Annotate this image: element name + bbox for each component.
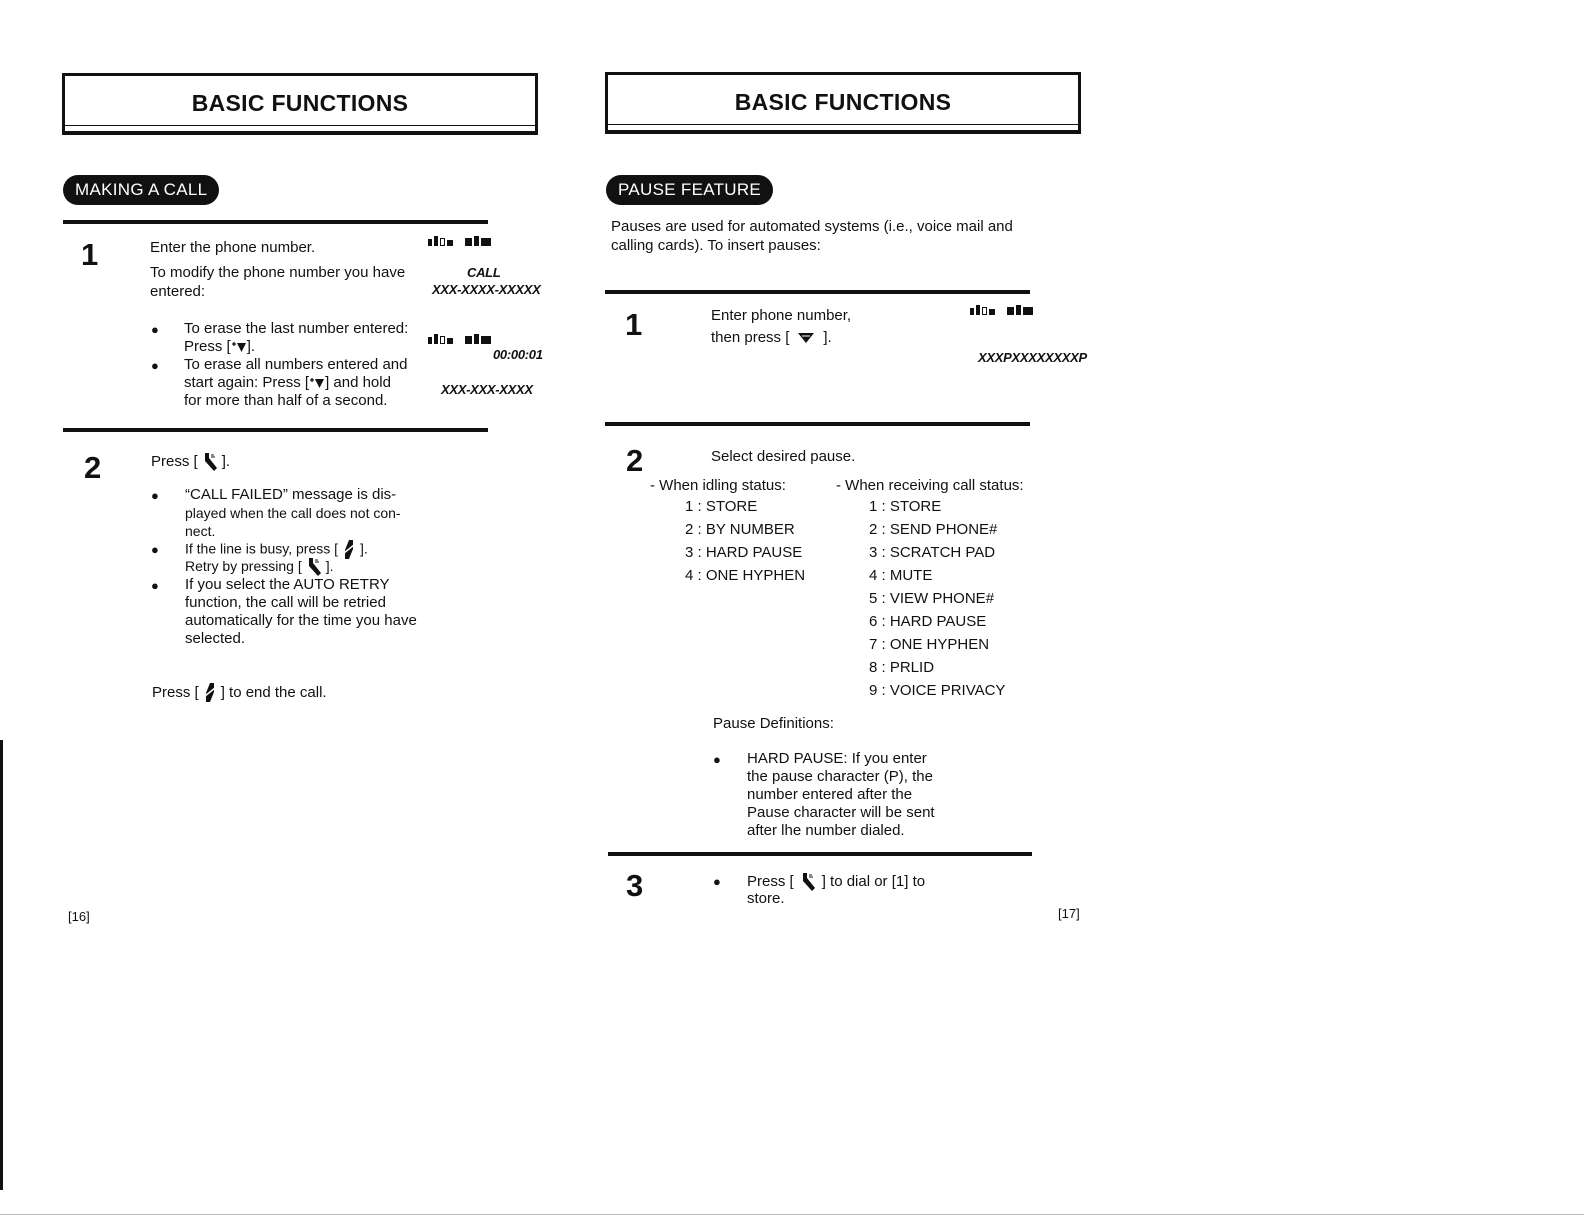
right-header-title: BASIC FUNCTIONS (734, 89, 952, 115)
bullet-erase-all-line2: start again: Press [ ] and hold (184, 374, 391, 391)
bullet-icon: ● (151, 578, 159, 593)
bullet-auto-retry-line4: selected. (185, 630, 246, 647)
left-header-title: BASIC FUNCTIONS (191, 90, 409, 116)
list-item: 4 : MUTE (869, 567, 933, 584)
bullet-icon: ● (713, 874, 721, 889)
bullet-auto-retry-line3: automatically for the time you have (185, 612, 417, 629)
clear-key-icon (231, 341, 247, 353)
left-header-box (62, 73, 538, 135)
hard-pause-def-line3: number entered after the (747, 786, 913, 803)
list-item: 7 : ONE HYPHEN (869, 636, 990, 653)
list-item: 6 : HARD PAUSE (869, 613, 987, 630)
bullet-retry: Retry by pressing [ ]. (185, 557, 334, 577)
hard-pause-def-line2: the pause character (P), the (747, 768, 933, 785)
lcd-call-timer: 00:00:01 (493, 347, 543, 362)
idle-options-list (685, 498, 805, 590)
list-item: 8 : PRLID (869, 659, 935, 676)
idle-status-heading: - When idling status: (650, 477, 786, 494)
pause-step2-title: Select desired pause. (711, 448, 856, 465)
section-badge-label: PAUSE FEATURE (618, 180, 762, 199)
bullet-erase-last-line1: To erase the last number entered: (184, 320, 409, 337)
end-key-icon (203, 682, 217, 704)
bullet-icon: ● (151, 358, 159, 373)
end-call-instruction: Press [ ] to end the call. (152, 682, 327, 704)
lcd-status-icons (428, 236, 491, 246)
signal-strength-icon (428, 334, 453, 344)
step1-divider (63, 220, 488, 224)
list-item: 3 : SCRATCH PAD (869, 544, 996, 561)
list-item: 5 : VIEW PHONE# (869, 590, 995, 607)
step1-modify-line1: To modify the phone number you have (150, 264, 406, 281)
pause-step1-line1: Enter phone number, (711, 307, 852, 324)
lcd-call-number: XXX-XXX-XXXX (441, 382, 533, 397)
receiving-status-heading: - When receiving call status: (836, 477, 1024, 494)
section-badge-label: MAKING A CALL (75, 180, 208, 199)
lcd-status-icons (970, 305, 1033, 315)
bullet-call-failed-line1: “CALL FAILED” message is dis- (185, 486, 397, 503)
step1-instruction: Enter the phone number. (150, 239, 316, 256)
list-item: 2 : SEND PHONE# (869, 521, 998, 538)
lcd-pause-number: XXXPXXXXXXXXP (978, 350, 1087, 365)
pause-step1-line2: then press [ ]. (711, 329, 832, 346)
pause-step3-divider (608, 852, 1032, 856)
step3-instruction-line2: store. (747, 890, 785, 907)
signal-strength-icon (428, 236, 453, 246)
pause-step2-divider (605, 422, 1030, 426)
bullet-auto-retry-line2: function, the call will be retried (185, 594, 386, 611)
bullet-icon: ● (151, 488, 159, 503)
pause-key-icon (797, 332, 815, 344)
list-item: 1 : STORE (685, 498, 758, 515)
scan-edge-left (0, 740, 3, 1190)
pause-definitions-title: Pause Definitions: (713, 715, 834, 732)
section-badge-pause-feature (606, 175, 773, 205)
bullet-line-busy: If the line is busy, press [ ]. (185, 539, 368, 561)
end-key-icon (342, 539, 356, 561)
step1-modify-line2: entered: (150, 283, 206, 300)
step-number-2: 2 (626, 443, 644, 478)
bullet-erase-last-line2: Press [ ]. (184, 338, 256, 355)
hard-pause-def-line4: Pause character will be sent (747, 804, 935, 821)
list-item: 3 : HARD PAUSE (685, 544, 803, 561)
section-badge-making-a-call (63, 175, 219, 205)
step2-press-send: Press [ ]. (151, 452, 230, 472)
pause-step1-divider (605, 290, 1030, 294)
hard-pause-def-line1: HARD PAUSE: If you enter (747, 750, 927, 767)
list-item: 1 : STORE (869, 498, 942, 515)
pause-intro-line1: Pauses are used for automated systems (i.e., voice mail and (611, 218, 1013, 235)
clear-key-icon (309, 377, 325, 389)
bullet-erase-all-line3: for more than half of a second. (184, 392, 388, 409)
page-number-left: [16] (68, 909, 90, 924)
step-number-1: 1 (81, 237, 99, 272)
page-number-right: [17] (1058, 906, 1080, 921)
hard-pause-def-line5: after lhe number dialed. (747, 822, 905, 839)
list-item: 2 : BY NUMBER (685, 521, 795, 538)
list-item: 9 : VOICE PRIVACY (869, 682, 1006, 699)
send-key-icon (306, 557, 322, 577)
send-key-icon (202, 452, 218, 472)
pause-intro-line2: calling cards). To insert pauses: (611, 237, 821, 254)
bullet-icon: ● (713, 752, 721, 767)
bullet-erase-all-line1: To erase all numbers entered and (184, 356, 408, 373)
bullet-call-failed-line2: played when the call does not con- (185, 505, 401, 521)
bullet-call-failed-line3: nect. (185, 523, 216, 539)
lcd-status-icons (428, 334, 491, 344)
list-item: 4 : ONE HYPHEN (685, 567, 806, 584)
bullet-auto-retry-line1: If you select the AUTO RETRY (185, 576, 390, 593)
scan-edge-bottom (0, 1214, 1584, 1215)
lcd-call-label: CALL (467, 265, 501, 280)
step2-divider (63, 428, 488, 432)
bullet-icon: ● (151, 322, 159, 337)
step-number-2: 2 (84, 450, 102, 485)
step-number-3: 3 (626, 868, 644, 903)
battery-icon (465, 236, 491, 246)
lcd-call-number: XXX-XXXX-XXXXX (432, 282, 541, 297)
step3-instruction-line1: Press [ ] to dial or [1] to (747, 872, 925, 892)
receiving-options-list (869, 498, 1005, 705)
send-key-icon (800, 872, 816, 892)
right-header-box (605, 72, 1081, 134)
signal-strength-icon (970, 305, 995, 315)
step-number-1: 1 (625, 307, 643, 342)
bullet-icon: ● (151, 542, 159, 557)
battery-icon (465, 334, 491, 344)
battery-icon (1007, 305, 1033, 315)
